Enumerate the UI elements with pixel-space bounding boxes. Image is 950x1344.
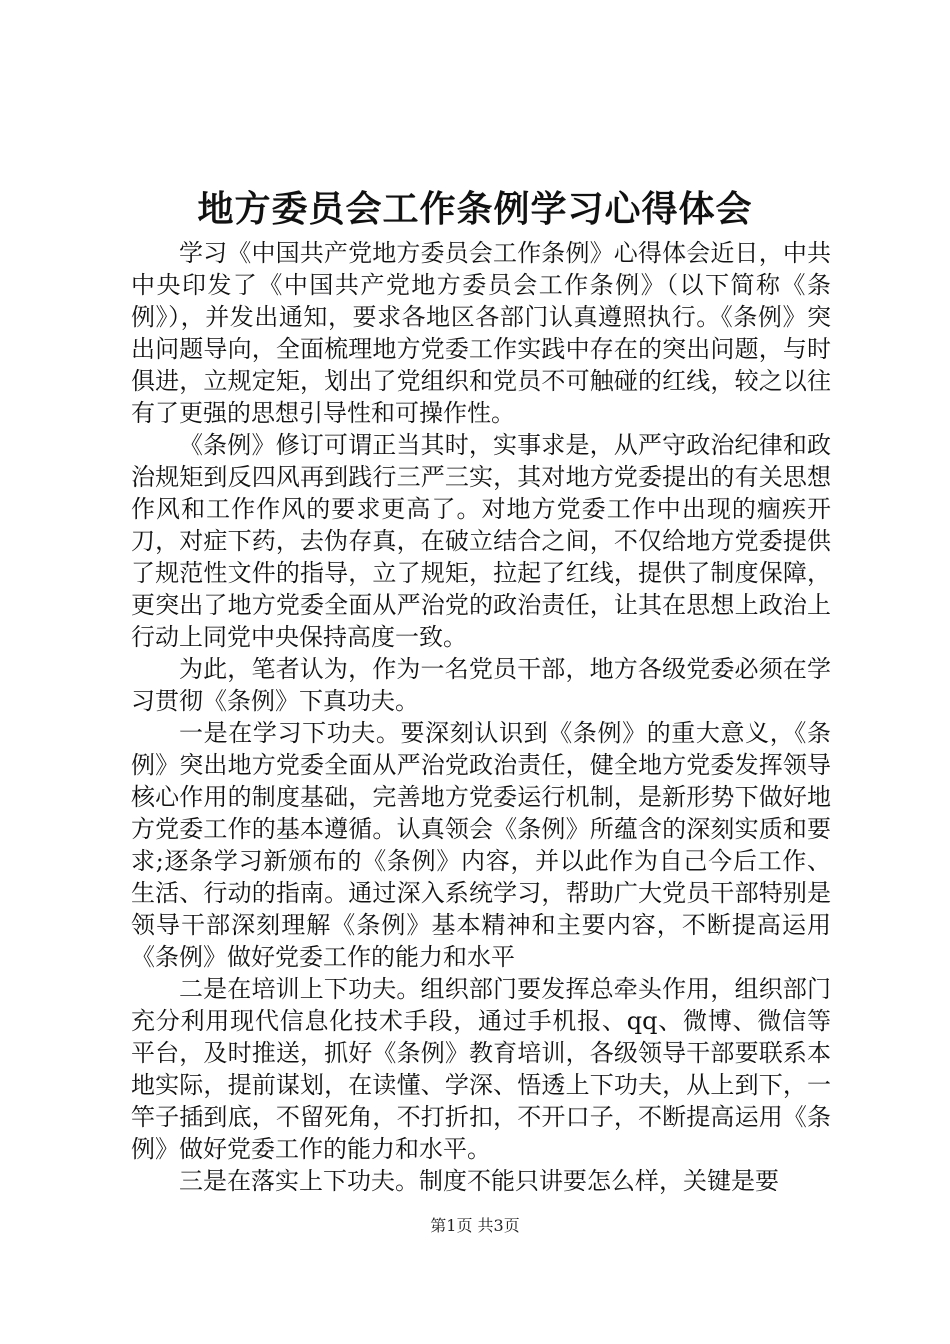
paragraph-3: 为此，笔者认为，作为一名党员干部，地方各级党委必须在学习贯彻《条例》下真功夫。	[131, 655, 831, 715]
paragraph-1: 学习《中国共产党地方委员会工作条例》心得体会近日，中共中央印发了《中国共产党地方委员会工作条例》（以下简称《条例》），并发出通知，要求各地区各部门认真遵照执行。《条例》突出问题导向，全面梳理地方党委工作实践中存在的突出问题，与时俱进，立规定矩，划出了党组织和党员不可触碰的红线，较之以往有了更强的思想引导性和可操作性。	[131, 239, 831, 427]
page-number-footer: 第1页 共3页	[430, 1216, 520, 1235]
paragraph-2: 《条例》修订可谓正当其时，实事求是，从严守政治纪律和政治规矩到反四风再到践行三严三实，其对地方党委提出的有关思想作风和工作作风的要求更高了。对地方党委工作中出现的痼疾开刀，对症下药，去伪存真，在破立结合之间，不仅给地方党委提供了规范性文件的指导，立了规矩，拉起了红线，提供了制度保障，更突出了地方党委全面从严治党的政治责任，让其在思想上政治上行动上同党中央保持高度一致。	[131, 431, 831, 651]
document-body	[131, 237, 831, 1197]
paragraph-5: 二是在培训上下功夫。组织部门要发挥总牵头作用，组织部门充分利用现代信息化技术手段，通过手机报、qq、微博、微信等平台，及时推送，抓好《条例》教育培训，各级领导干部要联系本地实际，提前谋划，在读懂、学深、悟透上下功夫，从上到下，一竿子插到底，不留死角，不打折扣，不开口子，不断提高运用《条例》做好党委工作的能力和水平。	[131, 975, 831, 1163]
document-title: 地方委员会工作条例学习心得体会	[197, 188, 753, 230]
paragraph-4: 一是在学习下功夫。要深刻认识到《条例》的重大意义，《条例》突出地方党委全面从严治党政治责任，健全地方党委发挥领导核心作用的制度基础，完善地方党委运行机制，是新形势下做好地方党委工作的基本遵循。认真领会《条例》所蕴含的深刻实质和要求;逐条学习新颁布的《条例》内容，并以此作为自己今后工作、生活、行动的指南。通过深入系统学习，帮助广大党员干部特别是领导干部深刻理解《条例》基本精神和主要内容，不断提高运用《条例》做好党委工作的能力和水平	[131, 719, 831, 971]
paragraph-6: 三是在落实上下功夫。制度不能只讲要怎么样，关键是要	[179, 1167, 779, 1195]
